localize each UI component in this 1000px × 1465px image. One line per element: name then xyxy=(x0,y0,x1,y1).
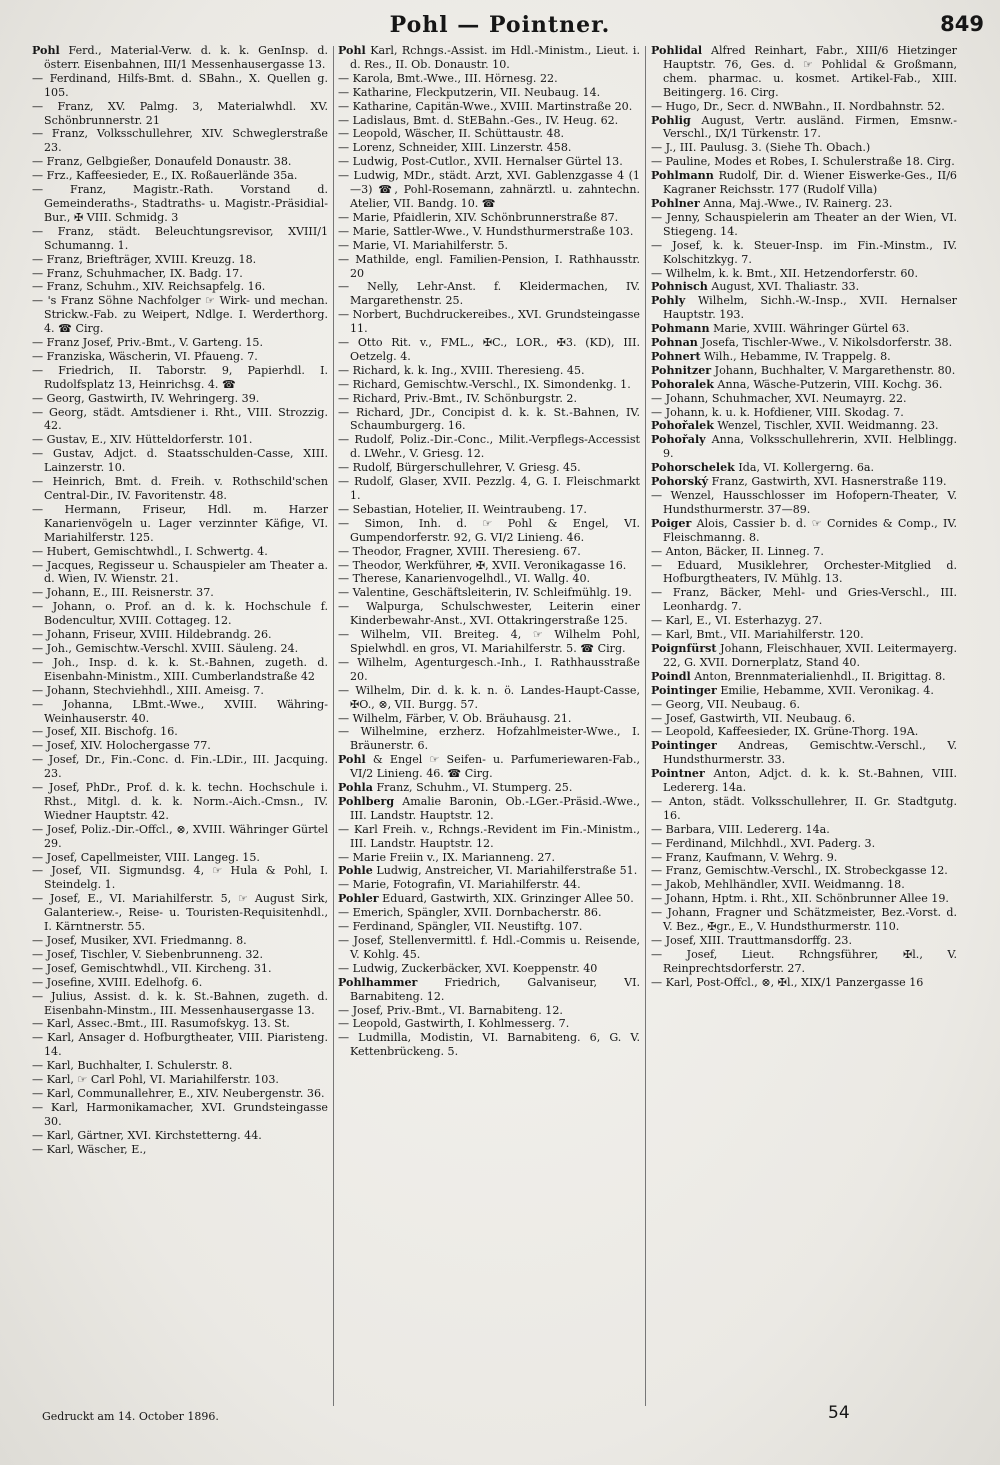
directory-entry: — Ferdinand, Milchhdl., XVI. Paderg. 3. xyxy=(651,836,876,850)
directory-entry: — Franz, Magistr.-Rath. Vorstand d. Gemeinderaths-, Stadtraths- u. Magistr.-Präsidial-Bur., ✠ VIII. Schmidg. 3 xyxy=(32,183,328,224)
directory-entry: Pohoralek Anna, Wäsche-Putzerin, VIII. Kochg. 36. xyxy=(651,377,943,391)
directory-entry: — Karl, ☞ Carl Pohl, VI. Mariahilferstr. 103. xyxy=(32,1073,279,1087)
column-3 xyxy=(651,44,957,1399)
directory-entry: — Georg, VII. Neubaug. 6. xyxy=(651,697,801,711)
directory-entry: — Valentine, Geschäftsleiterin, IV. Schleifmühlg. 19. xyxy=(338,586,632,600)
directory-entry: — Anton, städt. Volksschullehrer, II. Gr. Stadtgutg. 16. xyxy=(651,794,957,822)
directory-entry: Pohmann Marie, XVIII. Währinger Gürtel 63. xyxy=(651,322,910,336)
directory-entry: — Joh., Insp. d. k. k. St.-Bahnen, zugeth. d. Eisenbahn-Ministm., XIII. Cumberlandstraße 42 xyxy=(32,655,328,683)
directory-entry: — Josef, VII. Sigmundsg. 4, ☞ Hula & Pohl, I. Steindelg. 1. xyxy=(32,864,328,892)
directory-entry: — Hugo, Dr., Secr. d. NWBahn., II. Nordbahnstr. 52. xyxy=(651,99,945,113)
directory-entry: — Ladislaus, Bmt. d. StEBahn.-Ges., IV. Heug. 62. xyxy=(338,113,619,127)
directory-entry: — Jenny, Schauspielerin am Theater an der Wien, VI. Stiegeng. 14. xyxy=(651,210,957,238)
directory-entry: — Theodor, Werkführer, ✠, XVII. Veronikagasse 16. xyxy=(338,558,627,572)
directory-entry: Pohl & Engel ☞ Seifen- u. Parfumeriewaren-Fab., VI/2 Linieng. 46. ☎ Cirg. xyxy=(338,753,640,781)
directory-entry: — Johann, E., III. Reisnerstr. 37. xyxy=(32,586,214,600)
directory-entry: — Ludwig, Zuckerbäcker, XVI. Koeppenstr. 40 xyxy=(338,961,598,975)
directory-entry: — Franz, Kaufmann, V. Wehrg. 9. xyxy=(651,850,838,864)
directory-entry: — Johann, Schuhmacher, XVI. Neumayrg. 22. xyxy=(651,391,907,405)
directory-entry: Poignfürst Johann, Fleischhauer, XVII. Leitermayerg. 22, G. XVII. Dornerplatz, Stand 40. xyxy=(651,641,957,669)
directory-entry: — Josef, Gemischtwhdl., VII. Kircheng. 31. xyxy=(32,961,272,975)
directory-entry: — Anton, Bäcker, II. Linneg. 7. xyxy=(651,544,824,558)
directory-entry: — Karl Freih. v., Rchngs.-Revident im Fin.-Ministm., III. Landstr. Hauptstr. 12. xyxy=(338,822,640,850)
directory-entry: Pohlberg Amalie Baronin, Ob.-LGer.-Präsid.-Wwe., III. Landstr. Hauptstr. 12. xyxy=(338,794,640,822)
directory-entry: — Karl, Wäscher, E., xyxy=(32,1142,147,1156)
directory-entry: — Josef, E., VI. Mariahilferstr. 5, ☞ August Sirk, Galanteriew.-, Reise- u. Touristen-Requisitenhdl., I. Kärntnerstr. 55. xyxy=(32,892,328,934)
directory-entry: — Leopold, Gastwirth, I. Kohlmesserg. 7. xyxy=(338,1017,570,1031)
directory-entry: — Barbara, VIII. Ledererg. 14a. xyxy=(651,822,830,836)
directory-entry: — Karl, Post-Offcl., ⊗, ✠l., XIX/1 Panzergasse 16 xyxy=(651,975,924,989)
directory-entry: — Johanna, LBmt.-Wwe., XVIII. Währing-Weinhauserstr. 40. xyxy=(32,697,328,725)
directory-entry: — Wilhelm, Dir. d. k. k. n. ö. Landes-Haupt-Casse, ✠O., ⊗, VII. Burgg. 57. xyxy=(338,683,640,711)
directory-entry: — Jakob, Mehlhändler, XVII. Weidmanng. 18. xyxy=(651,878,905,892)
page-title: Pohl — Pointner. xyxy=(389,12,611,38)
directory-entry: Pohorschelek Ida, VI. Kollergerng. 6a. xyxy=(651,461,875,475)
directory-entry: — Norbert, Buchdruckereibes., XVI. Grundsteingasse 11. xyxy=(338,308,640,336)
print-date: Gedruckt am 14. October 1896. xyxy=(42,1410,219,1423)
directory-entry: — Wilhelm, Agenturgesch.-Inh., I. Rathhausstraße 20. xyxy=(338,655,640,683)
directory-entry: Pointinger Emilie, Hebamme, XVII. Veronikag. 4. xyxy=(651,683,934,697)
directory-entry: — Eduard, Musiklehrer, Orchester-Mitglied d. Hofburgtheaters, IV. Mühlg. 13. xyxy=(651,558,957,586)
directory-entry: Pohlmann Rudolf, Dir. d. Wiener Eiswerke-Ges., II/6 Kagraner Reichsstr. 177 (Rudolf Villa) xyxy=(651,169,957,197)
directory-entry: — Marie, Sattler-Wwe., V. Hundsthurmerstraße 103. xyxy=(338,224,634,238)
directory-entry: Poindl Anton, Brennmaterialienhdl., II. Brigittag. 8. xyxy=(651,669,946,683)
directory-entry: Pohnisch August, XVI. Thaliastr. 33. xyxy=(651,280,860,294)
directory-entry: Pohlner Anna, Maj.-Wwe., IV. Rainerg. 23. xyxy=(651,196,893,210)
directory-entry: — Katharine, Fleckputzerin, VII. Neubaug. 14. xyxy=(338,85,601,99)
directory-entry: — Gustav, E., XIV. Hütteldorferstr. 101. xyxy=(32,433,253,447)
directory-entry: — Jacques, Regisseur u. Schauspieler am Theater a. d. Wien, IV. Wienstr. 21. xyxy=(32,558,328,586)
column-divider xyxy=(333,46,334,1406)
directory-entry: — Mathilde, engl. Familien-Pension, I. Rathhausstr. 20 xyxy=(338,252,640,280)
directory-entry: — Friedrich, II. Taborstr. 9, Papierhdl. I. Rudolfsplatz 13, Heinrichsg. 4. ☎ xyxy=(32,363,328,391)
directory-entry: — Heinrich, Bmt. d. Freih. v. Rothschild'schen Central-Dir., IV. Favoritenstr. 48. xyxy=(32,475,328,502)
directory-entry: Pohle Ludwig, Anstreicher, VI. Mariahilferstraße 51. xyxy=(338,864,638,878)
directory-entry: — Wilhelm, VII. Breiteg. 4, ☞ Wilhelm Pohl, Spielwhdl. en gros, VI. Mariahilferstr. 5. ☎ Cirg. xyxy=(338,628,640,655)
directory-entry: — Pauline, Modes et Robes, I. Schulerstraße 18. Cirg. xyxy=(651,155,955,169)
directory-entry: — Leopold, Wäscher, II. Schüttaustr. 48. xyxy=(338,127,565,141)
directory-entry: Pohlig August, Vertr. ausländ. Firmen, Emsnw.-Verschl., IX/1 Türkenstr. 17. xyxy=(651,113,957,141)
directory-entry: — Josef, PhDr., Prof. d. k. k. techn. Hochschule i. Rhst., Mitgl. d. k. k. Norm.-Aich.-Cmsn., IV. Wiedner Hauptstr. 42. xyxy=(32,781,328,822)
directory-entry: — Karl, Ansager d. Hofburgtheater, VIII. Piaristeng. 14. xyxy=(32,1031,328,1059)
directory-entry: — Theodor, Fragner, XVIII. Theresieng. 67. xyxy=(338,544,581,558)
directory-entry: Pohla Franz, Schuhm., VI. Stumperg. 25. xyxy=(338,781,573,795)
directory-entry: — Karl, E., VI. Esterhazyg. 27. xyxy=(651,614,823,628)
directory-entry: Pohorský Franz, Gastwirth, XVI. Hasnerstraße 119. xyxy=(651,475,947,489)
directory-entry: — Franz, Schuhmacher, IX. Badg. 17. xyxy=(32,266,243,280)
directory-entry: Poiger Alois, Cassier b. d. ☞ Cornides & Comp., IV. Fleischmanng. 8. xyxy=(651,516,957,544)
directory-entry: — Johann, Stechviehhdl., XIII. Ameisg. 7. xyxy=(32,683,264,697)
directory-entry: — Ludwig, Post-Cutlor., XVII. Hernalser Gürtel 13. xyxy=(338,155,623,169)
directory-entry: — 's Franz Söhne Nachfolger ☞ Wirk- und mechan. Strickw.-Fab. zu Weipert, Ndlge. I. Werderthorg. 4. ☎ Cirg. xyxy=(32,294,328,336)
directory-entry: — Franz, Schuhm., XIV. Reichsapfelg. 16. xyxy=(32,280,266,294)
directory-entry: — Josef, Musiker, XVI. Friedmanng. 8. xyxy=(32,934,247,947)
directory-entry: — Marie, Fotografin, VI. Mariahilferstr. 44. xyxy=(338,878,581,892)
directory-entry: — Josef, Dr., Fin.-Conc. d. Fin.-LDir., III. Jacquing. 23. xyxy=(32,753,328,781)
directory-entry: — Josef, XIV. Holochergasse 77. xyxy=(32,739,211,753)
directory-entry: — Georg, städt. Amtsdiener i. Rht., VIII. Strozzig. 42. xyxy=(32,405,328,433)
directory-entry: — Wenzel, Hausschlosser im Hofopern-Theater, V. Hundsthurmerstr. 37—89. xyxy=(651,489,957,516)
directory-entry: — Wilhelm, k. k. Bmt., XII. Hetzendorferstr. 60. xyxy=(651,266,918,280)
directory-entry: — Karl, Buchhalter, I. Schulerstr. 8. xyxy=(32,1059,233,1073)
directory-entry: — J., III. Paulusg. 3. (Siehe Th. Obach.) xyxy=(651,141,871,155)
directory-entry: — Franz, Bäcker, Mehl- und Gries-Verschl., III. Leonhardg. 7. xyxy=(651,586,957,614)
directory-entry: — Franz, Volksschullehrer, XIV. Schweglerstraße 23. xyxy=(32,127,328,155)
directory-entry: — Hermann, Friseur, Hdl. m. Harzer Kanarienvögeln u. Lager verzinnter Käfige, VI. Mariahilferstr. 125. xyxy=(32,502,328,544)
directory-entry: Pointinger Andreas, Gemischtw.-Verschl., V. Hundsthurmerstr. 33. xyxy=(651,739,957,767)
directory-entry: — Marie, VI. Mariahilferstr. 5. xyxy=(338,238,509,252)
directory-entry: — Josef, Stellenvermittl. f. Hdl.-Commis u. Reisende, V. Kohlg. 45. xyxy=(338,934,640,961)
directory-entry: — Ferdinand, Spängler, VII. Neustiftg. 107. xyxy=(338,920,583,934)
directory-entry: — Richard, k. k. Ing., XVIII. Theresieng. 45. xyxy=(338,363,585,377)
directory-entry: — Ludwig, MDr., städt. Arzt, XVI. Gablenzgasse 4 (1—3) ☎, Pohl-Rosemann, zahnärztl. u. zahntechn. Atelier, VII. Bandg. 10. ☎ xyxy=(338,169,640,210)
directory-entry: — Johann, Fragner und Schätzmeister, Bez.-Vorst. d. V. Bez., ✠gr., E., V. Hundsthurmerstr. 110. xyxy=(651,906,957,934)
directory-entry: — Katharine, Capitän-Wwe., XVIII. Martinstraße 20. xyxy=(338,99,633,113)
directory-entry: — Julius, Assist. d. k. k. St.-Bahnen, zugeth. d. Eisenbahn-Minstm., III. Messenhausergasse 13. xyxy=(32,989,328,1017)
column-2 xyxy=(338,44,640,1399)
directory-entry: Pohnan Josefa, Tischler-Wwe., V. Nikolsdorferstr. 38. xyxy=(651,336,953,350)
directory-entry: — Karl, Gärtner, XVI. Kirchstetterng. 44. xyxy=(32,1128,262,1142)
directory-entry: — Franz, XV. Palmg. 3, Materialwhdl. XV. Schönbrunnerstr. 21 xyxy=(32,99,328,127)
directory-entry: — Franz, Gelbgießer, Donaufeld Donaustr. 38. xyxy=(32,155,292,169)
directory-entry: — Rudolf, Bürgerschullehrer, V. Griesg. 45. xyxy=(338,461,581,475)
directory-entry: Pohlhammer Friedrich, Galvaniseur, VI. Barnabiteng. 12. xyxy=(338,975,640,1003)
directory-entry: — Sebastian, Hotelier, II. Weintraubeng. 17. xyxy=(338,502,587,516)
directory-entry: — Frz., Kaffeesieder, E., IX. Roßauerlände 35a. xyxy=(32,169,298,183)
directory-entry: — Marie, Pfaidlerin, XIV. Schönbrunnerstraße 87. xyxy=(338,210,619,224)
directory-entry: — Josef, XII. Bischofg. 16. xyxy=(32,725,178,739)
directory-entry: — Rudolf, Poliz.-Dir.-Conc., Milit.-Verpflegs-Accessist d. LWehr., V. Griesg. 12. xyxy=(338,433,640,461)
directory-entry: — Joh., Gemischtw.-Verschl. XVIII. Säuleng. 24. xyxy=(32,641,299,655)
directory-entry: — Walpurga, Schulschwester, Leiterin einer Kinderbewahr-Anst., XVI. Ottakringerstraße 125. xyxy=(338,600,640,628)
directory-entry: — Therese, Kanarienvogelhdl., VI. Wallg. 40. xyxy=(338,572,591,586)
directory-entry: — Emerich, Spängler, XVII. Dornbacherstr. 86. xyxy=(338,906,602,920)
directory-entry: — Wilhelm, Färber, V. Ob. Bräuhausg. 21. xyxy=(338,711,572,725)
directory-entry: — Johann, k. u. k. Hofdiener, VIII. Skodag. 7. xyxy=(651,405,904,419)
directory-entry: — Josef, Poliz.-Dir.-Offcl., ⊗, XVIII. Währinger Gürtel 29. xyxy=(32,822,328,850)
directory-entry: — Simon, Inh. d. ☞ Pohl & Engel, VI. Gumpendorferstr. 92, G. VI/2 Linieng. 46. xyxy=(338,516,640,544)
directory-entry: Pohlidal Alfred Reinhart, Fabr., XIII/6 Hietzinger Hauptstr. 76, Ges. d. ☞ Pohlidal & Großmann, chem. pharmac. u. kosmet. Artikel-Fab., XIII. Beitingerg. 16. Cirg. xyxy=(651,44,957,99)
directory-entry: — Hubert, Gemischtwhdl., I. Schwertg. 4. xyxy=(32,544,268,558)
sheet-number: 54 xyxy=(828,1403,850,1423)
directory-entry: Pohly Wilhelm, Sichh.-W.-Insp., XVII. Hernalser Hauptstr. 193. xyxy=(651,294,957,322)
directory-entry: — Franziska, Wäscherin, VI. Pfaueng. 7. xyxy=(32,349,258,363)
directory-entry: — Johann, Friseur, XVIII. Hildebrandg. 26. xyxy=(32,628,272,642)
directory-entry: — Otto Rit. v., FML., ✠C., LOR., ✠3. (KD), III. Oetzelg. 4. xyxy=(338,336,640,363)
directory-entry: Pohl Karl, Rchngs.-Assist. im Hdl.-Ministm., Lieut. i. d. Res., II. Ob. Donaustr. 10. xyxy=(338,44,640,71)
directory-entry: — Ferdinand, Hilfs-Bmt. d. SBahn., X. Quellen g. 105. xyxy=(32,71,328,99)
directory-entry: Pohořaly Anna, Volksschullehrerin, XVII. Helblingg. 9. xyxy=(651,433,957,461)
directory-entry: — Marie Freiin v., IX. Marianneng. 27. xyxy=(338,850,555,864)
directory-entry: — Georg, Gastwirth, IV. Wehringerg. 39. xyxy=(32,391,260,405)
directory-entry: — Josef, Tischler, V. Siebenbrunneng. 32. xyxy=(32,947,264,961)
directory-entry: — Franz, Gemischtw.-Verschl., IX. Strobeckgasse 12. xyxy=(651,864,948,878)
directory-entry: — Franz, Briefträger, XVIII. Kreuzg. 18. xyxy=(32,252,257,266)
directory-entry: — Josef, Priv.-Bmt., VI. Barnabiteng. 12. xyxy=(338,1003,563,1017)
directory-entry: — Lorenz, Schneider, XIII. Linzerstr. 458. xyxy=(338,141,572,155)
directory-entry: — Josef, k. k. Steuer-Insp. im Fin.-Minstm., IV. Kolschitzkyg. 7. xyxy=(651,238,957,266)
directory-entry: — Josef, XIII. Trauttmansdorffg. 23. xyxy=(651,934,852,947)
page-header xyxy=(0,8,1000,48)
directory-entry: — Johann, Hptm. i. Rht., XII. Schönbrunner Allee 19. xyxy=(651,892,949,906)
directory-entry: — Franz Josef, Priv.-Bmt., V. Garteng. 15. xyxy=(32,336,264,350)
directory-entry: — Wilhelmine, erzherz. Hofzahlmeister-Wwe., I. Bräunerstr. 6. xyxy=(338,725,640,753)
directory-entry: — Richard, Priv.-Bmt., IV. Schönburgstr. 2. xyxy=(338,391,578,405)
directory-entry: — Rudolf, Glaser, XVII. Pezzlg. 4, G. I. Fleischmarkt 1. xyxy=(338,475,640,502)
page-number: 849 xyxy=(940,12,984,36)
directory-entry: — Josef, Gastwirth, VII. Neubaug. 6. xyxy=(651,711,856,725)
directory-entry: Pointner Anton, Adjct. d. k. k. St.-Bahnen, VIII. Ledererg. 14a. xyxy=(651,767,957,795)
directory-entry: — Gustav, Adjct. d. Staatsschulden-Casse, XIII. Lainzerstr. 10. xyxy=(32,447,328,475)
directory-entry: — Karola, Bmt.-Wwe., III. Hörnesg. 22. xyxy=(338,71,558,85)
directory-entry: — Josef, Lieut. Rchngsführer, ✠l., V. Reinprechtsdorferstr. 27. xyxy=(651,947,957,975)
directory-entry: Pohler Eduard, Gastwirth, XIX. Grinzinger Allee 50. xyxy=(338,892,634,906)
directory-entry: — Richard, Gemischtw.-Verschl., IX. Simondenkg. 1. xyxy=(338,377,631,391)
directory-entry: — Johann, o. Prof. an d. k. k. Hochschule f. Bodencultur, XVIII. Cottageg. 12. xyxy=(32,600,328,628)
directory-entry: — Josefine, XVIII. Edelhofg. 6. xyxy=(32,975,203,989)
directory-entry: — Karl, Communallehrer, E., XIV. Neubergenstr. 36. xyxy=(32,1086,325,1100)
directory-entry: — Karl, Bmt., VII. Mariahilferstr. 120. xyxy=(651,628,864,642)
directory-entry: Pohl Ferd., Material-Verw. d. k. k. GenInsp. d. österr. Eisenbahnen, III/1 Messenhausergasse 13. xyxy=(32,44,328,71)
directory-entry: — Karl, Harmonikamacher, XVI. Grundsteingasse 30. xyxy=(32,1100,328,1128)
directory-entry: Pohořalek Wenzel, Tischler, XVII. Weidmanng. 23. xyxy=(651,419,939,433)
directory-entry: Pohnitzer Johann, Buchhalter, V. Margarethenstr. 80. xyxy=(651,363,956,377)
directory-entry: — Ludmilla, Modistin, VI. Barnabiteng. 6, G. V. Kettenbrückeng. 5. xyxy=(338,1031,640,1059)
directory-entry: — Josef, Capellmeister, VIII. Langeg. 15. xyxy=(32,850,260,864)
directory-entry: — Karl, Assec.-Bmt., III. Rasumofskyg. 13. St. xyxy=(32,1017,290,1031)
column-1 xyxy=(32,44,328,1399)
directory-entry: — Franz, städt. Beleuchtungsrevisor, XVIII/1 Schumanng. 1. xyxy=(32,224,328,252)
directory-entry: — Nelly, Lehr-Anst. f. Kleidermachen, IV. Margarethenstr. 25. xyxy=(338,280,640,308)
directory-entry: Pohnert Wilh., Hebamme, IV. Trappelg. 8. xyxy=(651,349,891,363)
column-divider xyxy=(645,46,646,1406)
directory-entry: — Richard, JDr., Concipist d. k. k. St.-Bahnen, IV. Schaumburgerg. 16. xyxy=(338,405,640,433)
directory-entry: — Leopold, Kaffeesieder, IX. Grüne-Thorg. 19A. xyxy=(651,725,919,739)
